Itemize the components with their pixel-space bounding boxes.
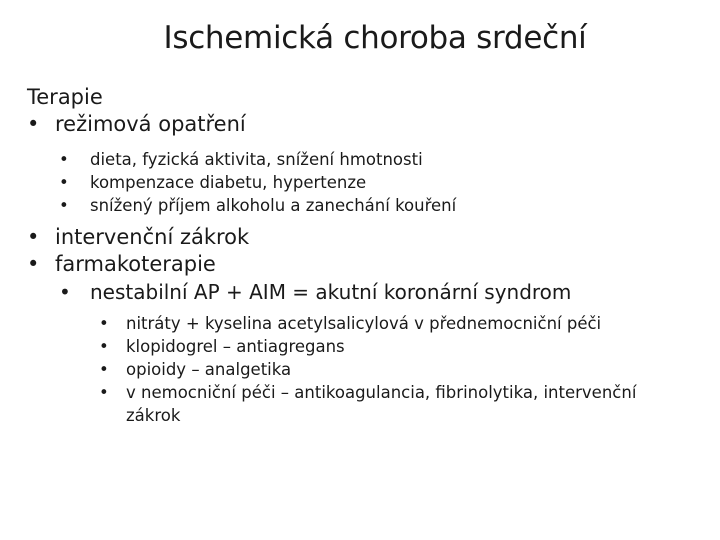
bullet-icon: •	[59, 280, 71, 304]
bullet-icon: •	[59, 150, 69, 169]
sub-bullet-label: kompenzace diabetu, hypertenze	[90, 173, 367, 192]
sub-bullet-label: snížený příjem alkoholu a zanechání kouření	[90, 196, 457, 215]
sub-sub-bullet-label: klopidogrel – antiagregans	[126, 337, 345, 356]
bullet-pharmacotherapy	[27, 251, 707, 278]
bullet-icon: •	[27, 252, 40, 276]
bullet-icon: •	[99, 360, 109, 379]
sub-sub-bullet-label: opioidy – analgetika	[126, 360, 292, 379]
sub-sub-bullet-nitrates	[27, 312, 646, 335]
sub-bullet-acs	[27, 278, 707, 306]
sub-sub-bullet-hospital-care	[27, 381, 646, 427]
bullet-icon: •	[99, 314, 109, 333]
bullet-icon: •	[27, 112, 40, 136]
slide-title: Ischemická choroba srdeční	[163, 20, 587, 56]
bullet-icon: •	[59, 196, 69, 215]
sub-sub-bullet-label: nitráty + kyselina acetylsalicylová v přednemocniční péči	[126, 314, 602, 333]
bullet-regime-measures	[27, 111, 707, 138]
sub-bullet-diet	[27, 148, 707, 171]
sub-bullet-alcohol-smoking	[27, 194, 707, 217]
bullet-icon: •	[27, 225, 40, 249]
bullet-interventional	[27, 224, 707, 251]
slide-content	[27, 84, 707, 427]
sub-bullet-label: nestabilní AP + AIM = akutní koronární syndrom	[90, 280, 572, 304]
sub-sub-bullet-opioids	[27, 358, 646, 381]
bullet-icon: •	[59, 173, 69, 192]
sub-sub-bullet-label: v nemocniční péči – antikoagulancia, fibrinolytika, intervenční zákrok	[126, 383, 637, 425]
sub-bullet-compensation	[27, 171, 707, 194]
sub-sub-bullet-clopidogrel	[27, 335, 646, 358]
bullet-label: intervenční zákrok	[55, 225, 250, 249]
bullet-icon: •	[99, 383, 109, 402]
sub-bullet-label: dieta, fyzická aktivita, snížení hmotnosti	[90, 150, 423, 169]
bullet-label: režimová opatření	[55, 112, 246, 136]
section-heading: Terapie	[27, 85, 103, 109]
bullet-label: farmakoterapie	[55, 252, 216, 276]
bullet-icon: •	[99, 337, 109, 356]
